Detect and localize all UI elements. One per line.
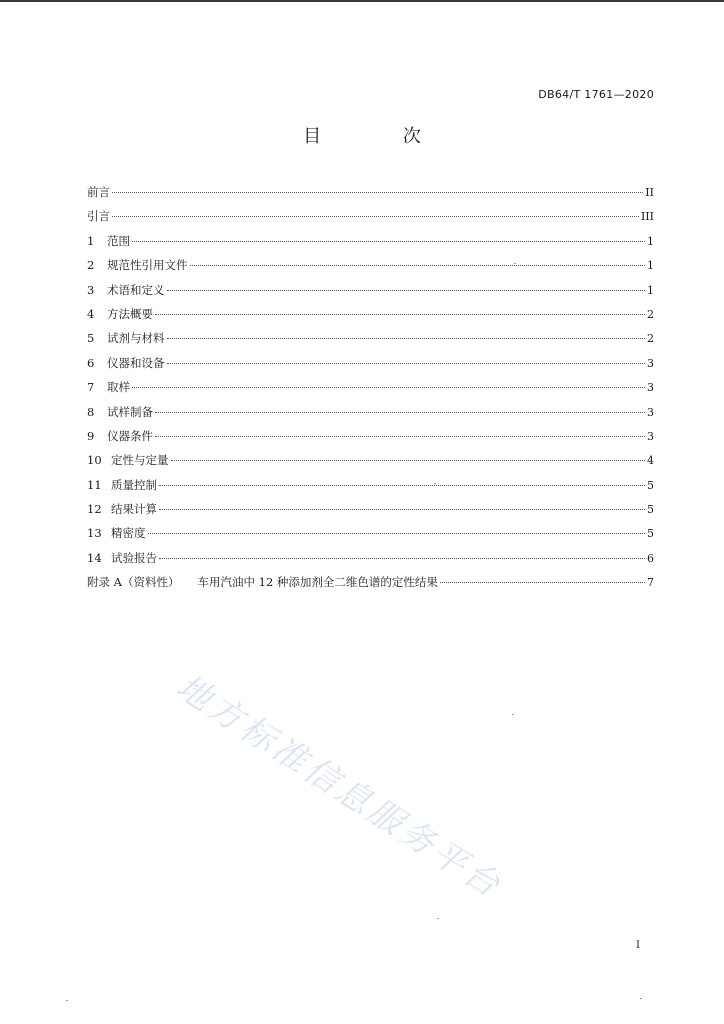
toc-dot-leader: [159, 485, 645, 486]
toc-entry-7[interactable]: [87, 379, 654, 403]
toc-entry-label: 仪器和设备: [107, 355, 165, 370]
toc-entry-number: 6: [87, 355, 95, 370]
toc-dot-leader: [159, 558, 645, 559]
toc-entry-page: 1: [647, 283, 654, 297]
toc-appendix-title: 车用汽油中 12 种添加剂全二维色谱的定性结果: [197, 575, 438, 590]
toc-dot-leader: [132, 387, 645, 388]
toc-dot-leader: [190, 265, 646, 266]
toc-dot-leader: [155, 412, 645, 413]
toc-dot-leader: [155, 436, 645, 437]
toc-entry-number: 11: [87, 477, 102, 492]
toc-dot-leader: [112, 216, 639, 217]
toc-entry-12[interactable]: [87, 501, 654, 525]
toc-dot-leader: [132, 241, 645, 242]
toc-entry-label: 质量控制: [111, 477, 157, 492]
toc-entry-page: 6: [647, 551, 654, 565]
toc-entry-page: 2: [647, 307, 654, 321]
toc-entry-page: 3: [647, 381, 654, 395]
toc-entry-introduction[interactable]: [87, 208, 654, 232]
toc-dot-leader: [148, 533, 646, 534]
toc-entry-label: 范围: [107, 233, 130, 248]
toc-entry-label: 方法概要: [107, 306, 153, 321]
toc-entry-page: 3: [647, 405, 654, 419]
toc-entry-label: 取样: [107, 380, 130, 395]
toc-entry-label: 前言: [87, 185, 110, 199]
toc-entry-label: 试样制备: [107, 404, 153, 419]
toc-entry-8[interactable]: [87, 404, 654, 428]
toc-entry-4[interactable]: [87, 306, 654, 330]
toc-entry-label: 试剂与材料: [107, 331, 165, 346]
toc-entry-number: 14: [87, 550, 102, 565]
toc-entry-page: 2: [647, 332, 654, 346]
page-number: I: [636, 940, 640, 951]
toc-entry-label: 术语和定义: [107, 282, 165, 297]
toc-entry-page: 4: [647, 454, 654, 468]
toc-entry-number: 13: [87, 526, 102, 541]
toc-dot-leader: [440, 582, 645, 583]
toc-entry-10[interactable]: [87, 452, 654, 476]
toc-entry-page: 3: [647, 429, 654, 443]
toc-entry-number: 2: [87, 258, 95, 273]
toc-entry-label: 精密度: [111, 526, 146, 541]
scan-speck: [512, 714, 514, 715]
toc-entry-11[interactable]: [87, 477, 654, 501]
scan-speck: [437, 918, 439, 919]
toc-entry-1[interactable]: [87, 233, 654, 257]
watermark-text: 地方标准信息服务平台: [168, 666, 510, 908]
toc-entry-foreword[interactable]: [87, 184, 654, 208]
toc-entry-13[interactable]: [87, 525, 654, 549]
toc-entry-number: 7: [87, 380, 95, 395]
scan-speck: [514, 263, 516, 264]
toc-dot-leader: [171, 460, 646, 461]
toc-entry-number: 5: [87, 331, 95, 346]
toc-entry-5[interactable]: [87, 330, 654, 354]
scan-speck: [434, 483, 436, 484]
toc-entry-number: 10: [87, 453, 102, 468]
toc-entry-page: II: [645, 186, 654, 199]
toc-entry-3[interactable]: [87, 282, 654, 306]
toc-entry-page: 5: [647, 503, 654, 517]
toc-entry-label: 结果计算: [111, 502, 157, 517]
toc-dot-leader: [167, 338, 646, 339]
toc-entry-label: 试验报告: [111, 550, 157, 565]
toc-entry-number: 9: [87, 428, 95, 443]
toc-entry-label: 引言: [87, 209, 110, 224]
toc-entry-page: 1: [647, 259, 654, 273]
toc-entry-label: 规范性引用文件: [107, 258, 188, 273]
toc-dot-leader: [159, 509, 645, 510]
scan-speck: [640, 998, 642, 999]
toc-entry-page: 3: [647, 356, 654, 370]
toc-entry-9[interactable]: [87, 428, 654, 452]
table-of-contents: [87, 184, 654, 599]
toc-entry-14[interactable]: [87, 550, 654, 574]
toc-entry-label: 定性与定量: [111, 453, 169, 468]
toc-entry-2[interactable]: [87, 257, 654, 281]
scan-speck: [66, 1000, 68, 1001]
toc-entry-number: 3: [87, 282, 95, 297]
toc-dot-leader: [167, 363, 646, 364]
toc-dot-leader: [167, 290, 646, 291]
toc-entry-6[interactable]: [87, 355, 654, 379]
toc-entry-page: 5: [647, 527, 654, 541]
toc-entry-number: 8: [87, 404, 95, 419]
toc-entry-number: 4: [87, 306, 95, 321]
toc-entry-page: 5: [647, 478, 654, 492]
toc-appendix-label: 附录 A（资料性）: [87, 575, 180, 590]
toc-dot-leader: [155, 314, 645, 315]
toc-dot-leader: [112, 192, 643, 193]
document-code: DB64/T 1761—2020: [538, 88, 654, 101]
toc-entry-number: 1: [87, 233, 95, 248]
toc-entry-page: III: [640, 210, 654, 224]
toc-entry-label: 仪器条件: [107, 428, 153, 443]
toc-entry-page: 1: [647, 234, 654, 248]
toc-title: 目 次: [303, 126, 459, 147]
page-top-edge: [0, 0, 724, 2]
toc-entry-page: 7: [647, 576, 654, 590]
toc-entry-number: 12: [87, 502, 102, 517]
toc-entry-appendix-a[interactable]: [87, 574, 654, 598]
